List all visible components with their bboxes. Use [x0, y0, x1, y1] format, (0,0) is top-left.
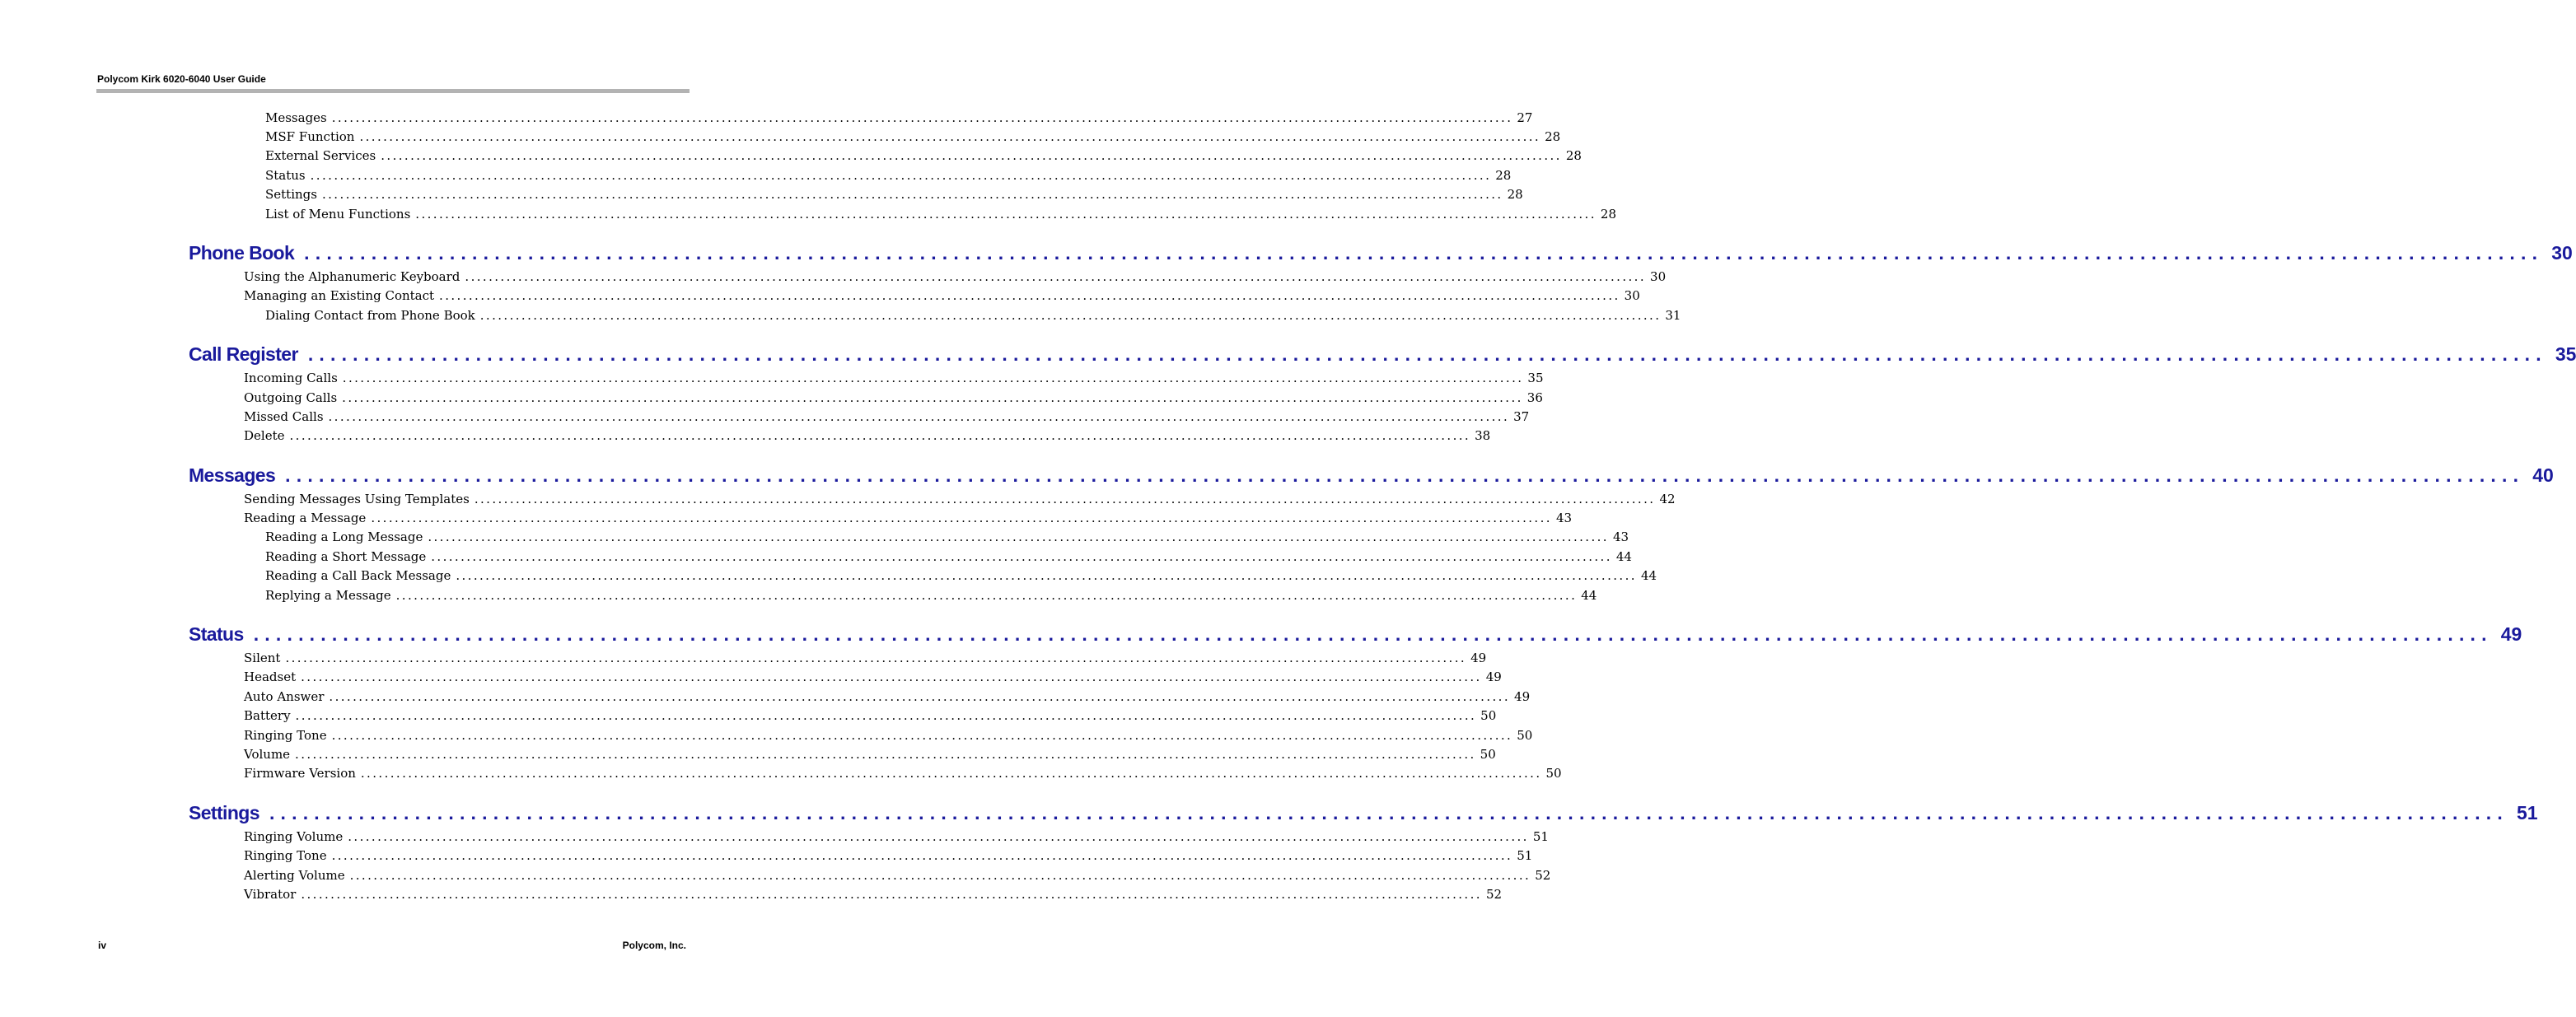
toc-entry[interactable] — [244, 408, 1530, 425]
dot-leader: ........................................................................................................................................................................................................ — [253, 623, 2493, 645]
dot-leader: ........................................................................................................................................................................................................ — [331, 848, 1513, 863]
toc-entry[interactable] — [265, 567, 1657, 584]
page-number: 36 — [1526, 390, 1543, 405]
page-number: 42 — [1659, 492, 1676, 506]
page-number: 51 — [1532, 829, 1549, 844]
toc-entry[interactable] — [265, 147, 1582, 164]
dot-leader: ........................................................................................................................................................................................................ — [371, 511, 1552, 525]
page-number: 51 — [2516, 802, 2538, 823]
entry-title: Battery — [244, 708, 291, 723]
section-title: Status — [189, 623, 244, 645]
entry-title: Firmware Version — [244, 766, 356, 781]
toc-section-heading[interactable] — [189, 463, 2554, 488]
entry-title: Dialing Contact from Phone Book — [265, 308, 475, 323]
toc-entry[interactable] — [244, 390, 1543, 406]
dot-leader: ........................................................................................................................................................................................................ — [439, 288, 1620, 303]
dot-leader: ........................................................................................................................................................................................................ — [307, 343, 2547, 365]
toc-entry[interactable] — [244, 867, 1551, 884]
toc-entry[interactable] — [265, 206, 1616, 222]
dot-leader: ........................................................................................................................................................................................................ — [285, 464, 2525, 486]
entry-title: Headset — [244, 669, 297, 684]
entry-title: Messages — [265, 110, 327, 125]
footer-page-number: iv — [98, 940, 107, 951]
entry-title: Missed Calls — [244, 409, 324, 424]
section-title: Messages — [189, 464, 276, 486]
entry-title: Incoming Calls — [244, 371, 338, 385]
toc-entry[interactable] — [244, 669, 1502, 685]
page-number: 37 — [1513, 409, 1530, 424]
toc-entry[interactable] — [265, 167, 1512, 184]
dot-leader: ........................................................................................................................................................................................................ — [295, 708, 1477, 723]
running-header-title: Polycom Kirk 6020-6040 User Guide — [97, 73, 266, 85]
toc-entry[interactable] — [265, 128, 1561, 145]
toc-section-heading[interactable] — [189, 622, 2522, 646]
toc-entry[interactable] — [265, 587, 1597, 604]
dot-leader: ........................................................................................................................................................................................................ — [329, 689, 1511, 704]
dot-leader: ........................................................................................................................................................................................................ — [310, 168, 1492, 183]
page-number: 31 — [1665, 308, 1681, 323]
toc-entry[interactable] — [244, 847, 1533, 864]
dot-leader: ........................................................................................................................................................................................................ — [321, 187, 1503, 202]
page-number: 50 — [1480, 708, 1497, 723]
dot-leader: ........................................................................................................................................................................................................ — [331, 728, 1513, 743]
toc-section-heading[interactable] — [189, 800, 2538, 825]
page-number: 43 — [1612, 529, 1629, 544]
dot-leader: ........................................................................................................................................................................................................ — [360, 766, 1542, 781]
entry-title: Vibrator — [244, 887, 297, 902]
dot-leader: ........................................................................................................................................................................................................ — [342, 371, 1524, 385]
toc-entry[interactable] — [244, 707, 1497, 724]
page-number: 30 — [2551, 242, 2573, 264]
page-number: 52 — [1485, 887, 1503, 902]
section-title: Phone Book — [189, 242, 295, 264]
dot-leader: ........................................................................................................................................................................................................ — [301, 669, 1482, 684]
toc-entry[interactable] — [244, 510, 1573, 526]
entry-title: Delete — [244, 428, 285, 443]
entry-title: Reading a Long Message — [265, 529, 423, 544]
toc-entry[interactable] — [244, 370, 1544, 386]
page-number: 44 — [1581, 588, 1597, 603]
dot-leader: ........................................................................................................................................................................................................ — [456, 568, 1637, 583]
toc-entry[interactable] — [244, 727, 1533, 744]
toc-section-heading[interactable] — [189, 240, 2573, 265]
entry-title: Using the Alphanumeric Keyboard — [244, 269, 461, 284]
page-number: 28 — [1600, 207, 1616, 222]
dot-leader: ........................................................................................................................................................................................................ — [328, 409, 1510, 424]
toc-entry[interactable] — [244, 886, 1503, 903]
entry-title: Ringing Tone — [244, 848, 327, 863]
entry-title: Reading a Message — [244, 511, 367, 525]
page-number: 40 — [2532, 464, 2554, 486]
toc-entry[interactable] — [244, 746, 1496, 763]
toc-entry[interactable] — [244, 268, 1667, 285]
dot-leader: ........................................................................................................................................................................................................ — [465, 269, 1647, 284]
dot-leader: ........................................................................................................................................................................................................ — [269, 802, 2508, 823]
entry-title: Reading a Call Back Message — [265, 568, 451, 583]
footer-company: Polycom, Inc. — [622, 940, 686, 951]
page-number: 35 — [2555, 343, 2576, 365]
toc-entry[interactable] — [244, 650, 1487, 666]
page-number: 38 — [1475, 428, 1491, 443]
entry-title: External Services — [265, 148, 376, 163]
entry-title: Auto Answer — [244, 689, 325, 704]
dot-leader: ........................................................................................................................................................................................................ — [479, 308, 1662, 323]
page-number: 52 — [1535, 868, 1551, 883]
dot-leader: ........................................................................................................................................................................................................ — [285, 651, 1467, 665]
page-number: 28 — [1507, 187, 1523, 202]
dot-leader: ........................................................................................................................................................................................................ — [331, 110, 1513, 125]
dot-leader: ........................................................................................................................................................................................................ — [428, 529, 1609, 544]
page-number: 28 — [1545, 129, 1561, 144]
page-number: 27 — [1517, 110, 1533, 125]
page-number: 28 — [1495, 168, 1512, 183]
dot-leader: ........................................................................................................................................................................................................ — [395, 588, 1578, 603]
toc-entry[interactable] — [265, 307, 1681, 324]
entry-title: Volume — [244, 747, 291, 762]
entry-title: Silent — [244, 651, 281, 665]
page-number: 50 — [1545, 766, 1562, 781]
dot-leader: ........................................................................................................................................................................................................ — [474, 492, 1656, 506]
toc-entry[interactable] — [244, 765, 1562, 781]
page-number: 49 — [1485, 669, 1502, 684]
dot-leader: ........................................................................................................................................................................................................ — [301, 887, 1482, 902]
dot-leader: ........................................................................................................................................................................................................ — [349, 868, 1531, 883]
dot-leader: ........................................................................................................................................................................................................ — [289, 428, 1471, 443]
page-number: 49 — [1470, 651, 1487, 665]
dot-leader: ........................................................................................................................................................................................................ — [431, 549, 1612, 564]
toc-entry[interactable] — [244, 828, 1549, 845]
section-title: Settings — [189, 802, 259, 823]
toc-entry[interactable] — [244, 287, 1640, 304]
page-number: 43 — [1555, 511, 1573, 525]
toc-entry[interactable] — [265, 529, 1629, 545]
entry-title: Sending Messages Using Templates — [244, 492, 470, 506]
entry-title: Status — [265, 168, 306, 183]
page-number: 49 — [1514, 689, 1531, 704]
dot-leader: ........................................................................................................................................................................................................ — [342, 390, 1523, 405]
dot-leader: ........................................................................................................................................................................................................ — [359, 129, 1541, 144]
entry-title: MSF Function — [265, 129, 355, 144]
toc-entry[interactable] — [265, 548, 1632, 565]
dot-leader: ........................................................................................................................................................................................................ — [415, 207, 1597, 222]
header-rule — [96, 89, 690, 93]
toc-entry[interactable] — [244, 427, 1491, 444]
toc-entry[interactable] — [265, 110, 1533, 126]
page-number: 44 — [1640, 568, 1657, 583]
page-number: 30 — [1650, 269, 1667, 284]
dot-leader: ........................................................................................................................................................................................................ — [381, 148, 1562, 163]
page-number: 30 — [1624, 288, 1640, 303]
dot-leader: ........................................................................................................................................................................................................ — [348, 829, 1529, 844]
page-number: 50 — [1480, 747, 1496, 762]
entry-title: Managing an Existing Contact — [244, 288, 435, 303]
entry-title: Ringing Volume — [244, 829, 344, 844]
entry-title: Settings — [265, 187, 317, 202]
page-number: 28 — [1565, 148, 1582, 163]
toc-entry[interactable] — [265, 186, 1523, 203]
entry-title: Ringing Tone — [244, 728, 327, 743]
toc-entry[interactable] — [244, 688, 1531, 705]
entry-title: Reading a Short Message — [265, 549, 427, 564]
page-number: 35 — [1527, 371, 1544, 385]
page-number: 50 — [1517, 728, 1533, 743]
entry-title: Replying a Message — [265, 588, 391, 603]
dot-leader: ........................................................................................................................................................................................................ — [304, 242, 2544, 264]
entry-title: List of Menu Functions — [265, 207, 411, 222]
page-number: 49 — [2500, 623, 2522, 645]
page-number: 44 — [1615, 549, 1632, 564]
entry-title: Alerting Volume — [244, 868, 345, 883]
dot-leader: ........................................................................................................................................................................................................ — [295, 747, 1476, 762]
toc-entry[interactable] — [244, 491, 1676, 507]
toc-section-heading[interactable] — [189, 342, 2576, 366]
page-number: 51 — [1517, 848, 1533, 863]
entry-title: Outgoing Calls — [244, 390, 338, 405]
section-title: Call Register — [189, 343, 298, 365]
